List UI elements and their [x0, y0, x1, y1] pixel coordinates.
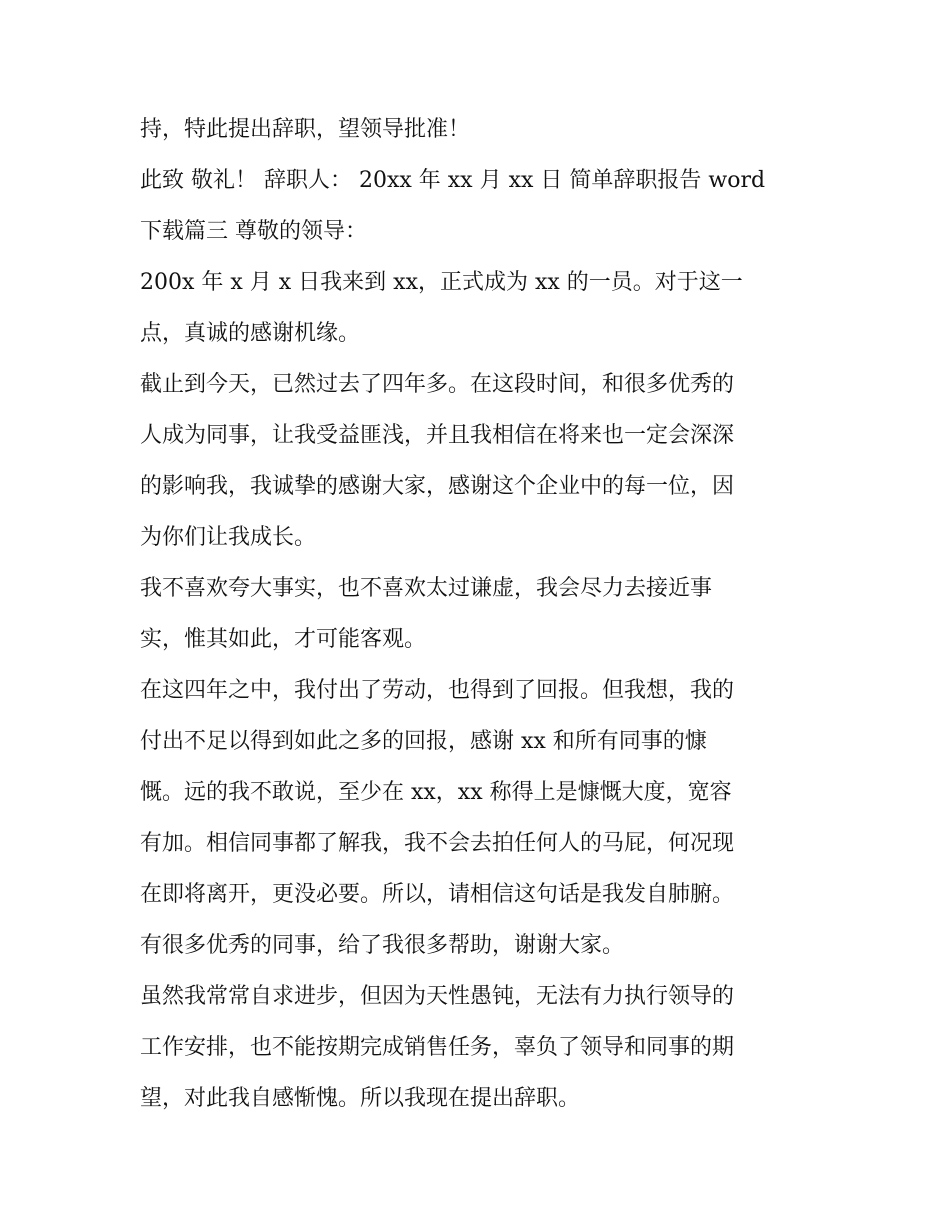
text-line: 为你们让我成长。 [140, 525, 317, 550]
text-line: 的影响我，我诚挚的感谢大家，感谢这个企业中的每一位，因 [140, 474, 735, 499]
text-line: 有加。相信同事都了解我，我不会去拍任何人的马屁，何况现 [140, 831, 735, 856]
text-line: 虽然我常常自求进步，但因为天性愚钝，无法有力执行领导的 [140, 984, 735, 1009]
text-line: 截止到今天，已然过去了四年多。在这段时间，和很多优秀的 [140, 372, 735, 397]
text-line: 付出不足以得到如此之多的回报，感谢 xx 和所有同事的慷 [140, 729, 707, 754]
document-body [140, 108, 820, 1128]
text-line: 实，惟其如此，才可能客观。 [140, 627, 427, 652]
text-line: 有很多优秀的同事，给了我很多帮助，谢谢大家。 [140, 933, 625, 958]
text-line: 在即将离开，更没必要。所以，请相信这句话是我发自肺腑。 [140, 882, 735, 907]
text-line: 在这四年之中，我付出了劳动，也得到了回报。但我想，我的 [140, 678, 735, 703]
text-line: 慨。远的我不敢说，至少在 xx，xx 称得上是慷慨大度，宽容 [140, 780, 732, 805]
text-line: 此致 敬礼！ 辞职人： 20xx 年 xx 月 xx 日 简单辞职报告 word [140, 168, 766, 193]
text-line: 下载篇三 尊敬的领导： [140, 219, 367, 244]
text-line: 200x 年 x 月 x 日我来到 xx，正式成为 xx 的一员。对于这一 [140, 270, 743, 295]
text-line: 我不喜欢夸大事实，也不喜欢太过谦虚，我会尽力去接近事 [140, 576, 713, 601]
text-line: 望，对此我自感惭愧。所以我现在提出辞职。 [140, 1086, 581, 1111]
text-line: 点，真诚的感谢机缘。 [140, 321, 361, 346]
text-line: 持，特此提出辞职，望领导批准！ [140, 117, 471, 142]
text-line: 人成为同事，让我受益匪浅，并且我相信在将来也一定会深深 [140, 423, 735, 448]
text-line: 工作安排，也不能按期完成销售任务，辜负了领导和同事的期 [140, 1035, 735, 1060]
